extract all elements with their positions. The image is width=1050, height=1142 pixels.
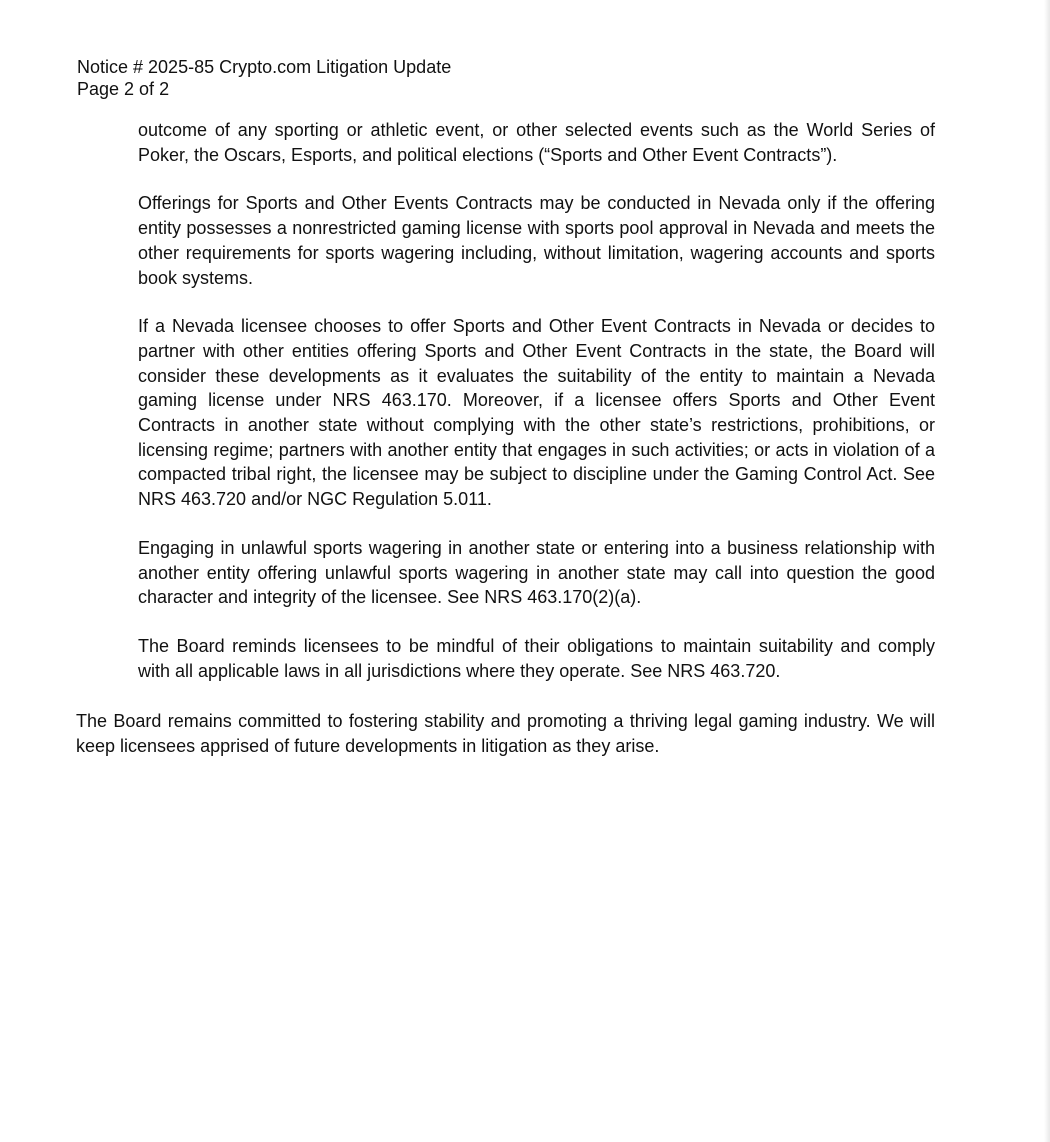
paragraph-board-reminder: The Board reminds licensees to be mindful of their obligations to maintain suitability and comply with all applicable laws in all jurisdictions where they operate. See NRS 463.720. [138, 635, 935, 681]
paragraph-nevada-offering-requirements: Offerings for Sports and Other Events Contracts may be conducted in Nevada only if the offering entity possesses a nonrestricted gaming license with sports pool approval in Nevada and meets the other requirements for sports wagering including, without limitation, wagering accounts and sports book systems. [138, 193, 935, 288]
paragraph-event-contracts-definition: outcome of any sporting or athletic event, or other selected events such as the World Series of Poker, the Oscars, Esports, and political elections (“Sports and Other Event Contracts”). [138, 120, 935, 165]
page-edge-shadow [1044, 0, 1050, 1142]
notice-title: Notice # 2025-85 Crypto.com Litigation Update [77, 57, 452, 77]
page-number: Page 2 of 2 [77, 79, 170, 99]
paragraph-licensee-suitability: If a Nevada licensee chooses to offer Sports and Other Event Contracts in Nevada or decides to partner with other entities offering Sports and Other Event Contracts in the state, the Board will consider these developments as it evaluates the suitability of the entity to maintain a Nevada gaming license under NRS 463.170. Moreover, if a licensee offers Sports and Other Event Contracts in another state without complying with the other state’s restrictions, prohibitions, or licensing regime; partners with another entity that engages in such activities; or acts in violation of a compacted tribal right, the licensee may be subject to discipline under the Gaming Control Act. See NRS 463.720 and/or NGC Regulation 5.011. [138, 316, 935, 510]
indented-body [138, 118, 935, 707]
paragraph-unlawful-wagering: Engaging in unlawful sports wagering in another state or entering into a business relationship with another entity offering unlawful sports wagering in another state may call into question the good character and integrity of the licensee. See NRS 463.170(2)(a). [138, 537, 935, 608]
closing-paragraph: The Board remains committed to fostering stability and promoting a thriving legal gaming industry. We will keep licensees apprised of future developments in litigation as they arise. [76, 711, 935, 756]
page-header [77, 56, 451, 100]
